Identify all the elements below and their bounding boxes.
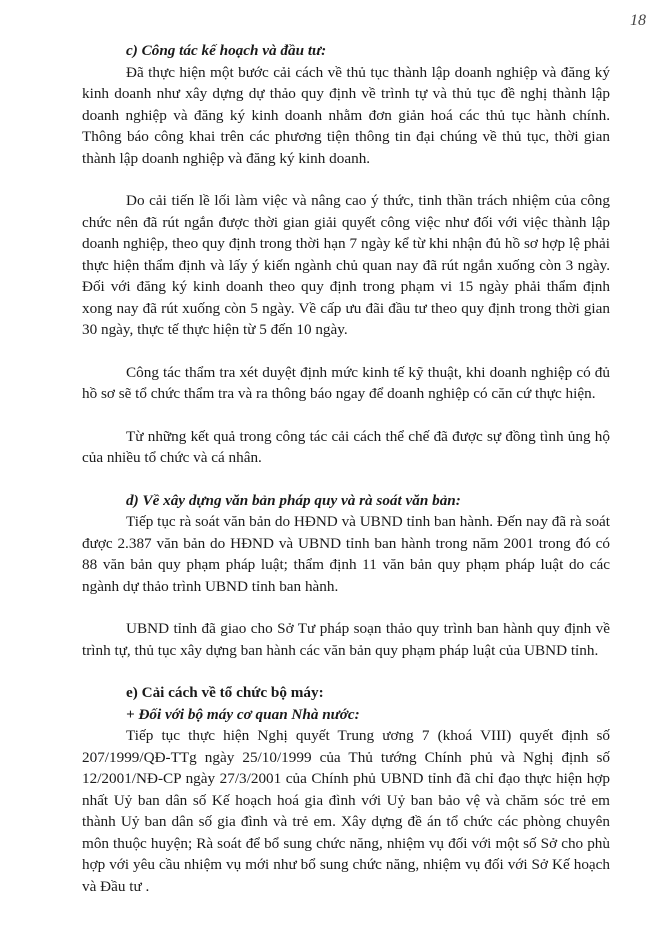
- section-d-paragraph-2: UBND tỉnh đã giao cho Sở Tư pháp soạn thảo quy trình ban hành quy định về trình tự, thủ tục xây dựng ban hành các văn bản quy phạm pháp luật của UBND tỉnh.: [82, 620, 610, 659]
- section-e-paragraph-1: Tiếp tục thực hiện Nghị quyết Trung ương 7 (khoá VIII) quyết định số 207/1999/QĐ-TTg ngày 25/10/1999 của Thủ tướng Chính phủ và Nghị định số 12/2001/NĐ-CP ngày 27/3/2001 của Chính phủ UBND tỉnh đã chỉ đạo thực hiện hợp nhất Uỷ ban dân số Kế hoạch hoá gia đình với Uỷ ban bảo vệ và chăm sóc trẻ em thành Uỷ ban dân số gia đình và trẻ em. Xây dựng đề án tổ chức các phòng chuyên môn thuộc huyện; Rà soát để bổ sung chức năng, nhiệm vụ đối với một số Sở cho phù hợp với yêu cầu nhiệm vụ mới như bổ sung chức năng, nhiệm vụ đối với Sở Kế hoạch và Đầu tư .: [82, 727, 610, 895]
- page-number: 18: [630, 12, 646, 29]
- section-c-paragraph-4: Từ những kết quả trong công tác cải cách thể chế đã được sự đồng tình ủng hộ của nhiều tổ chức và cá nhân.: [82, 427, 610, 466]
- section-c-paragraph-2: Do cải tiến lề lối làm việc và nâng cao ý thức, tinh thần trách nhiệm của công chức nên đã rút ngắn được thời gian giải quyết công việc như đối với việc thành lập doanh nghiệp, theo quy định trong thời hạn 7 ngày kể từ khi nhận đủ hồ sơ hợp lệ phải thực hiện thẩm định và lấy ý kiến ngành chủ quan nay đã rút ngắn xuống còn 3 ngày. Đối với đăng ký kinh doanh theo quy định trong phạm vi 15 ngày phải thẩm định xong nay đã rút xuống còn 5 ngày. Về cấp ưu đãi đầu tư theo quy định trong thời gian 30 ngày, thực tế thực hiện từ 5 đến 10 ngày.: [82, 192, 610, 338]
- section-c-heading: c) Công tác kế hoạch và đầu tư:: [126, 42, 327, 59]
- section-c-paragraph-3: Công tác thẩm tra xét duyệt định mức kinh tế kỹ thuật, khi doanh nghiệp có đủ hồ sơ sẽ tổ chức thẩm tra và ra thông báo ngay để doanh nghiệp có căn cứ thực hiện.: [82, 363, 610, 402]
- document-body: [82, 40, 610, 918]
- section-d-paragraph-1: Tiếp tục rà soát văn bản do HĐND và UBND tỉnh ban hành. Đến nay đã rà soát được 2.387 văn bản do HĐND và UBND tỉnh ban hành trong năm 2001 trong đó có 88 văn bản quy phạm pháp luật; thẩm định 11 văn bản quy phạm pháp luật do các ngành dự thảo trình UBND tỉnh ban hành.: [82, 513, 610, 595]
- section-c-paragraph-1: Đã thực hiện một bước cải cách về thủ tục thành lập doanh nghiệp và đăng ký kinh doanh như xây dựng dự thảo quy định về trình tự và thủ tục đề nghị thành lập doanh nghiệp và đăng ký kinh doanh nhằm đơn giản hoá các thủ tục hành chính. Thông báo công khai trên các phương tiện thông tin đại chúng về thủ tục, thời gian thành lập doanh nghiệp và đăng ký kinh doanh.: [82, 63, 610, 167]
- section-e-heading: e) Cải cách về tổ chức bộ máy:: [126, 684, 324, 701]
- section-e-subheading: + Đối với bộ máy cơ quan Nhà nước:: [126, 705, 360, 723]
- section-d-heading: d) Về xây dựng văn bản pháp quy và rà soát văn bản:: [126, 491, 461, 509]
